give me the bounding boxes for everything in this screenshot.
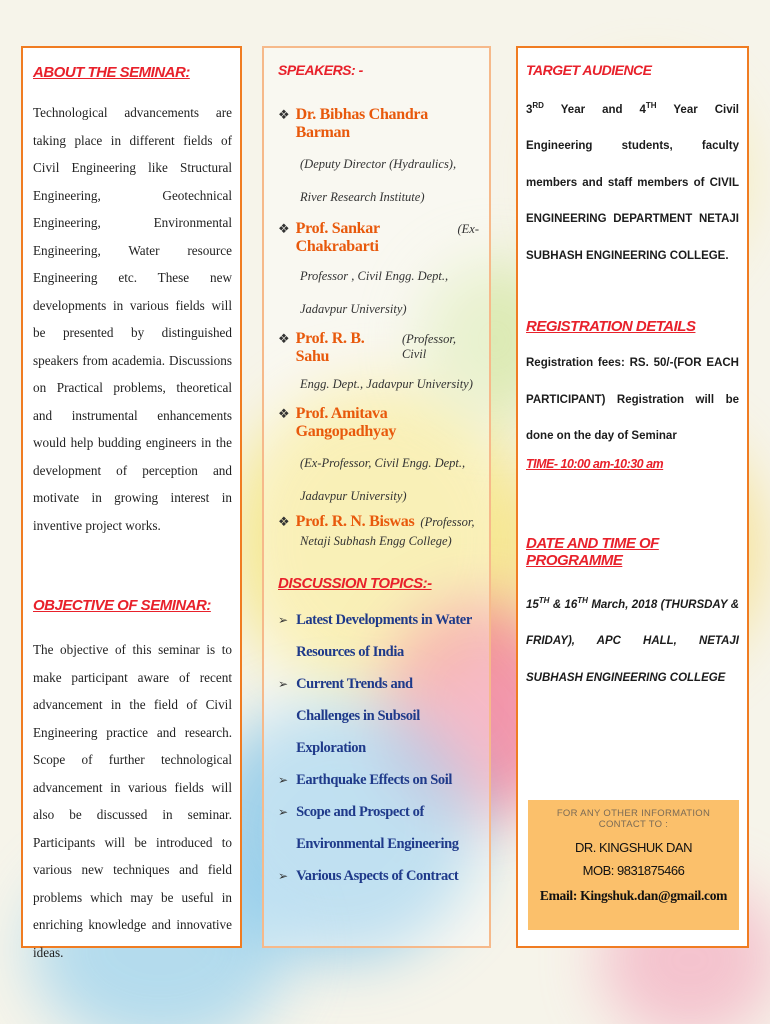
registration-heading: REGISTRATION DETAILS [526, 318, 696, 336]
contact-name: DR. KINGSHUK DAN [575, 840, 692, 855]
about-text: Technological advancements are taking place in different fields of Civil Engineering like Structural Engineering, Geotechnical Engineering, Environmental Engineering, Water resource Engineering etc. These new developments in various fields will be presented by distinguished speakers from academia. Discussions on Practical problems, theoretical and instrumental enhancements would help budding engineers in the development of perception and motivate in growing interest in inventive project works. [33, 105, 232, 533]
speakers-panel [262, 46, 491, 948]
speaker-affiliation: (Deputy Director (Hydraulics), River Research Institute) [300, 157, 457, 204]
info-panel [516, 46, 749, 948]
date-ampersand: & [552, 598, 562, 611]
arrow-bullet-icon: ➢ [278, 805, 289, 819]
registration-time: TIME- 10:00 am-10:30 am [526, 456, 664, 471]
speaker-name: Prof. R. B. Sahu [295, 330, 365, 365]
speaker-name: Prof. Sankar Chakrabarti [295, 220, 380, 255]
year-third-suffix: RD [532, 101, 544, 110]
diamond-bullet-icon: ❖ [278, 406, 290, 421]
list-item [278, 860, 479, 892]
speaker-affiliation: Netaji Subhash Engg College) [300, 534, 452, 548]
speaker-name: Prof. R. N. Biswas [295, 513, 415, 530]
day-one-suffix: TH [538, 595, 550, 605]
topic-text: Various Aspects of Contract [296, 868, 459, 884]
year-word: Year and [560, 103, 623, 116]
diamond-bullet-icon: ❖ [278, 331, 290, 346]
list-item [278, 796, 479, 860]
speaker-item [278, 330, 479, 401]
contact-email: Email: Kingshuk.dan@gmail.com [539, 888, 728, 903]
speaker-item [278, 220, 479, 326]
year-fourth-suffix: TH [645, 101, 657, 110]
arrow-bullet-icon: ➢ [278, 869, 289, 883]
speaker-name: Dr. Bibhas Chandra Barman [295, 106, 428, 141]
about-panel [21, 46, 242, 960]
year-fourth: 4 [639, 103, 646, 116]
target-text-rest: students, faculty members and staff members of CIVIL ENGINEERING DEPARTMENT NETAJI SUBHASH ENGINEERING COLLEGE. [526, 140, 739, 262]
discussion-topic-list [278, 604, 479, 892]
registration-text: Registration fees: RS. 50/-(FOR EACH PARTICIPANT) Registration will be done on the day of Seminar [526, 357, 739, 443]
arrow-bullet-icon: ➢ [278, 773, 289, 787]
day-one: 15 [526, 598, 539, 611]
target-text-start: Year Civil Engineering [526, 103, 739, 153]
day-two: 16 [564, 598, 578, 611]
topic-text: Earthquake Effects on Soil [296, 772, 453, 788]
list-item [278, 764, 479, 796]
contact-prefix: FOR ANY OTHER INFORMATION CONTACT TO : [556, 808, 711, 830]
objective-heading: OBJECTIVE OF SEMINAR: [33, 597, 211, 614]
contact-box [528, 800, 739, 930]
list-item [278, 668, 479, 764]
speaker-affiliation: Engg. Dept., Jadavpur University) [300, 377, 473, 391]
objective-text: The objective of this seminar is to make participant aware of recent advancement in the field of Civil Engineering practice and research. Scope of further technological advancement in various fields will also be discussed in seminar. Participants will be introduced to various new techniques and field problems which may be useful in enriching knowledge and innovative ideas. [33, 642, 232, 960]
speaker-item [278, 513, 479, 551]
speaker-affiliation: Professor , Civil Engg. Dept., Jadavpur University) [300, 269, 449, 316]
topic-text: Current Trends and Challenges in Subsoil Exploration [296, 676, 420, 756]
diamond-bullet-icon: ❖ [278, 107, 290, 122]
about-heading: ABOUT THE SEMINAR: [33, 64, 190, 81]
arrow-bullet-icon: ➢ [278, 613, 289, 627]
speaker-inline-note: (Professor, Civil [401, 332, 456, 361]
diamond-bullet-icon: ❖ [278, 514, 290, 529]
programme-heading: DATE AND TIME OF PROGRAMME [526, 534, 659, 569]
topic-text: Latest Developments in Water Resources of India [296, 612, 472, 660]
contact-mobile: MOB: 9831875466 [582, 863, 685, 878]
day-two-suffix: TH [577, 595, 588, 605]
speaker-inline-note: (Ex- [457, 222, 479, 236]
target-heading: TARGET AUDIENCE [526, 62, 652, 78]
topic-text: Scope and Prospect of Environmental Engineering [296, 804, 459, 852]
speaker-item [278, 106, 479, 214]
programme-text-rest: March, 2018 (THURSDAY & FRIDAY), APC HALL, NETAJI SUBHASH ENGINEERING COLLEGE [526, 598, 739, 684]
diamond-bullet-icon: ❖ [278, 221, 290, 236]
programme-text [526, 583, 739, 696]
speaker-inline-note: (Professor, [420, 515, 475, 529]
arrow-bullet-icon: ➢ [278, 677, 289, 691]
speaker-list [278, 106, 479, 551]
speaker-affiliation: (Ex-Professor, Civil Engg. Dept., Jadavpur University) [300, 456, 466, 503]
speakers-heading: SPEAKERS: - [278, 62, 363, 78]
list-item [278, 604, 479, 668]
discussion-heading: DISCUSSION TOPICS:- [278, 575, 432, 592]
target-text [526, 88, 739, 274]
speaker-item [278, 405, 479, 513]
speaker-name: Prof. Amitava Gangopadhyay [295, 405, 397, 440]
year-third: 3 [526, 103, 533, 116]
